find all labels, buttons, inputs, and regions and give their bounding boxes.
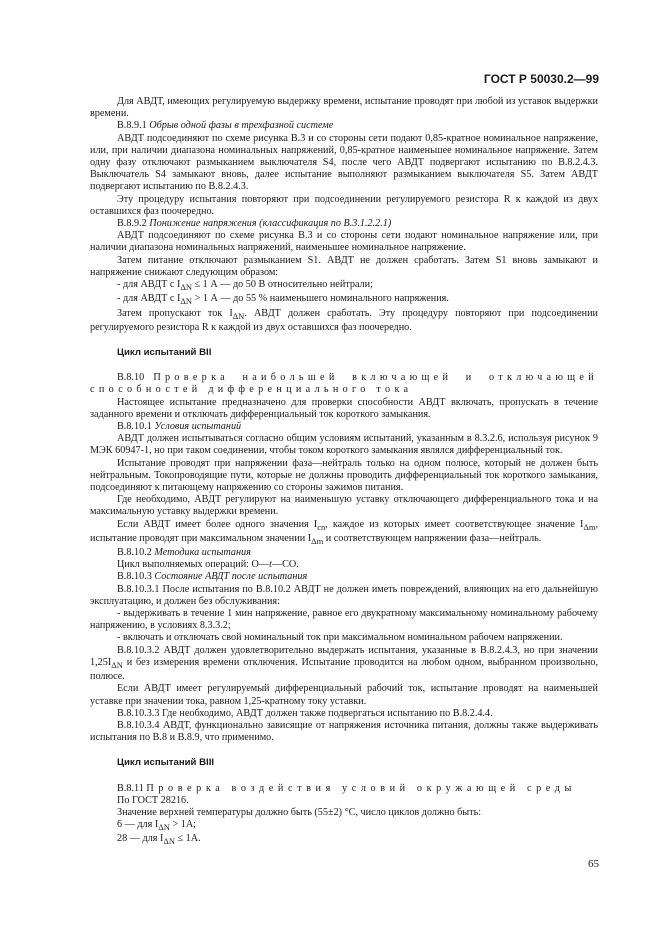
list-item: 28 — для $I_{\Delta N} \le 1А$.	[117, 833, 201, 847]
paragraph: В.8.10.3.2 АВДТ должен удовлетворительно выдержать испытания, указанные в В.8.2.4.3, но при значении $1,25I_{\Delta N}$ и без измерения времени отключения. Испытание проводится на любом одном, выбранном произвольно, полюсе.	[90, 644, 598, 683]
paragraph: Где необходимо, АВДТ регулируют на наименьшую уставку отключающего дифференциального тока и на максимальную уставку выдержки времени.	[90, 494, 598, 518]
paragraph: Если АВДТ имеет более одного значения $I_{cn}$, каждое из которых имеет соответствующее значение $I_{\Delta m}$, испытание проводят при максимальном значении $I_{\Delta m}$ и соответствующем напряжении фаза—нейтраль.	[90, 518, 598, 546]
paragraph: Эту процедуру испытания повторяют при подсоединении регулируемого резистора R к каждой из двух оставшихся фаз поочередно.	[90, 193, 598, 217]
spacer	[90, 334, 598, 347]
subsection-heading: В.8.9.1 Обрыв одной фазы в трехфазной системе	[117, 120, 334, 132]
subsection-heading: В.8.10.2 Методика испытания	[117, 547, 251, 559]
section-heading: В.8.10 Проверка наибольшей включающей и отключающей способностей дифференциального тока	[90, 372, 598, 396]
spacer	[90, 359, 598, 372]
paragraph: Затем пропускают ток $I_{\Delta N}$. АВДТ должен сработать. Эту процедуру повторяют при подсоединении регулируемого резистора R к каждой из двух оставшихся фаз поочередно.	[90, 307, 598, 333]
paragraph: В.8.10.3.1 После испытания по В.8.10.2 АВДТ не должен иметь повреждений, влияющих на его дальнейшую эксплуатацию, и должен без обслуживания:	[90, 583, 598, 607]
list-item: - включать и отключать свой номинальный ток при максимальном номинальном рабочем напряжении.	[117, 632, 563, 644]
paragraph: Значение верхней температуры должно быть (55±2) °С, число циклов должно быть:	[117, 806, 482, 818]
paragraph: Затем питание отключают размыканием S1. АВДТ не должен сработать. Затем S1 вновь замыкают и напряжение снижают следующим образом:	[90, 254, 598, 278]
subsection-heading: В.8.10.3 Состояние АВДТ после испытания	[117, 571, 308, 583]
paragraph: АВДТ должен испытываться согласно общим условиям испытаний, указанным в 8.3.2.6, используя рисунок 9 МЭК 60947-1, но при таком соединении, чтобы током короткого замыкания являлся дифференциальный ток.	[90, 433, 598, 457]
list-item: - для АВДТ с $I_{\Delta N} \le 1$ А — до 50 В относительно нейтрали;	[117, 279, 373, 293]
document-body	[90, 96, 598, 848]
subsection-heading: В.8.10.1 Условия испытаний	[117, 420, 242, 432]
page-number: 65	[588, 858, 599, 870]
paragraph: Цикл выполняемых операций: O—t—CO.	[117, 559, 299, 571]
standard-header: ГОСТ Р 50030.2—99	[483, 72, 599, 86]
paragraph: В.8.10.3.4 АВДТ, функционально зависящие от напряжения источника питания, должны также выдерживать испытания по В.8 и В.8.9, что применимо.	[90, 719, 598, 744]
paragraph: АВДТ подсоединяют по схеме рисунка В.3 и со стороны сети подают 0,85-кратное номинальное напряжение, или, при наличии диапазона номинальных напряжений, 0,85-кратное наименьшее номинальное напряжение. Затем одну фазу отключают размыканием выключателя S4, после чего АВДТ подвергают испытанию по В.8.2.4.3. Выключатель S4 замыкают вновь, далее испытание выполняют размыканием выключателя S5. Затем АВДТ подвергают испытанию по В.8.2.4.3.	[90, 132, 598, 193]
subsection-heading: В.8.9.2 Понижение напряжения (классификация по В.3.1.2.2.1)	[117, 218, 392, 230]
list-item: - для АВДТ с $I_{\Delta N} > 1$ А — до 55 % наименьшего номинального напряжения.	[117, 293, 449, 307]
paragraph: Настоящее испытание предназначено для проверки способности АВДТ включать, пропускать в течение заданного времени и отключать дифференциальный ток короткого замыкания.	[90, 396, 598, 420]
paragraph: В.8.10.3.3 Где необходимо, АВДТ должен также подвергаться испытанию по В.8.2.4.4.	[117, 707, 493, 719]
paragraph: Испытание проводят при напряжении фаза—нейтраль только на одном полюсе, который не должен быть нейтральным. Токопроводящие пути, которые не должны проводить дифференциальный ток короткого замыкания, подсоединяют к питающему напряжению со стороны зажимов питания.	[90, 457, 598, 493]
paragraph: По ГОСТ 28216.	[117, 794, 189, 806]
list-item: - выдерживать в течение 1 мин напряжение, равное его двукратному максимальному номинальному рабочему напряжению, в условиях 8.3.3.2;	[90, 608, 598, 632]
section-heading: В.8.11 Проверка воздействия условий окружающей среды	[117, 782, 576, 794]
spacer	[90, 770, 598, 783]
paragraph: Для АВДТ, имеющих регулируемую выдержку времени, испытание проводят при любой из уставок выдержки времени.	[90, 96, 598, 120]
spacer	[90, 744, 598, 757]
cycle-heading: Цикл испытаний ВIII	[117, 757, 215, 769]
cycle-heading: Цикл испытаний ВII	[117, 346, 212, 358]
paragraph: АВДТ подсоединяют по схеме рисунка В.3 и со стороны сети подают номинальное напряжение или, при наличии диапазона номинальных напряжений, наименьшее номинальное напряжение.	[90, 230, 598, 254]
paragraph: Если АВДТ имеет регулируемый дифференциальный рабочий ток, испытание проводят на наименьшей уставке при значении тока, равном 1,25-кратному току уставки.	[90, 683, 598, 707]
list-item: 6 — для $I_{\Delta N} > 1А$;	[117, 819, 197, 833]
